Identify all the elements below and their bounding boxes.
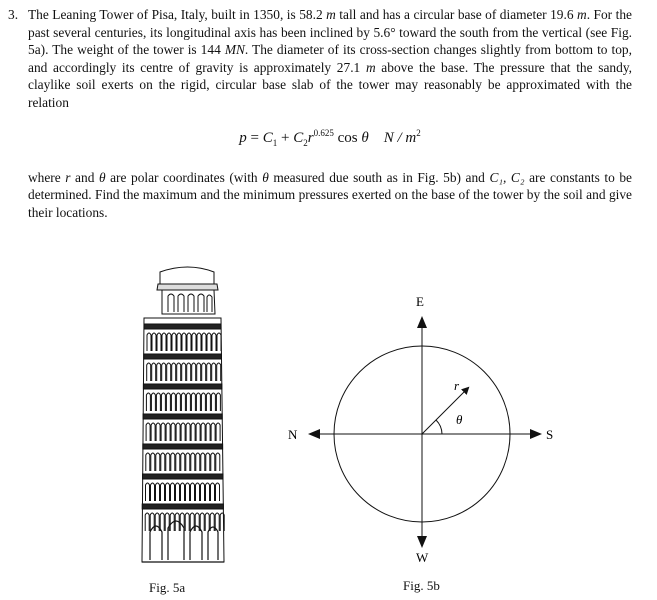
gallery-arch (171, 423, 175, 441)
gallery-arch (186, 393, 190, 411)
gallery-arch (206, 483, 210, 501)
label-south: S (546, 427, 554, 442)
gallery-arch (197, 333, 201, 351)
gallery-arch (192, 363, 196, 381)
gallery-arch (166, 453, 170, 471)
gallery-arch (182, 333, 186, 351)
east-arrow-icon (417, 316, 427, 328)
south-arrow-icon (530, 429, 542, 439)
gallery-arch (207, 333, 211, 351)
gallery-arch (171, 393, 175, 411)
gallery-arch (172, 363, 176, 381)
gallery-arch (201, 393, 205, 411)
polar-coordinate-figure (286, 292, 576, 572)
gallery-arch (205, 513, 209, 531)
gallery-arch (217, 333, 221, 351)
gallery-arch (201, 483, 205, 501)
gallery-arch (191, 393, 195, 411)
north-arrow-icon (308, 429, 320, 439)
gallery-cornice (144, 324, 221, 329)
gallery-arch (211, 423, 215, 441)
west-arrow-icon (417, 536, 427, 548)
gallery-arch (151, 393, 155, 411)
gallery-arch (216, 483, 220, 501)
problem-paragraph-1: The Leaning Tower of Pisa, Italy, built in 1350, is 58.2 m tall and has a circular base of diameter 19.6 m. For the past several centuries, its longitudinal axis has been inclined by 5.6° toward the south from the vertical (see Fig. 5a). The weight of the tower is 144 MN. The diameter of its cross-section changes slightly from bottom to top, and accordingly its centre of gravity is approximately 27.1 m above the base. The pressure that the sandy, claylike soil exerts on the rigid, circular base slab of the tower may reasonably be approximated with the relation (28, 7, 632, 110)
pressure-equation: $p = C_1 + C_2r^{0.625}$ cos θ N / $m^2$ (239, 128, 421, 148)
gallery-arch (201, 423, 205, 441)
gallery-arch (161, 453, 165, 471)
tower-galleries (142, 324, 224, 531)
gallery-arch (196, 393, 200, 411)
gallery-arch (206, 393, 210, 411)
gallery-arch (217, 363, 221, 381)
gallery-arch (171, 483, 175, 501)
gallery-arch (186, 483, 190, 501)
gallery-arch (181, 453, 185, 471)
gallery-arch (172, 333, 176, 351)
fig-5a-caption: Fig. 5a (149, 580, 186, 595)
gallery-arch (206, 423, 210, 441)
gallery-arch (157, 363, 161, 381)
gallery-arch (161, 393, 165, 411)
gallery-arch (216, 393, 220, 411)
gallery-arch (186, 453, 190, 471)
gallery-arch (207, 363, 211, 381)
gallery-arch (197, 363, 201, 381)
problem-number: 3. (8, 7, 19, 22)
gallery-arch (182, 363, 186, 381)
gallery-arch (147, 333, 151, 351)
leaning-tower-figure (118, 262, 248, 572)
gallery-arch (211, 393, 215, 411)
gallery-arch (212, 333, 216, 351)
gallery-arch (186, 423, 190, 441)
gallery-arch (201, 453, 205, 471)
label-west: W (416, 550, 429, 565)
gallery-arch (196, 453, 200, 471)
gallery-arch (155, 513, 159, 531)
gallery-arch (176, 423, 180, 441)
gallery-arch (146, 483, 150, 501)
gallery-cornice (142, 504, 223, 509)
gallery-arch (216, 423, 220, 441)
gallery-arch (161, 423, 165, 441)
fig-5b-caption: Fig. 5b (403, 578, 440, 593)
gallery-arch (166, 423, 170, 441)
gallery-arch (185, 513, 189, 531)
gallery-arch (187, 363, 191, 381)
gallery-arch (152, 363, 156, 381)
gallery-arch (192, 333, 196, 351)
gallery-cornice (143, 474, 224, 479)
problem-paragraph-2: where r and θ are polar coordinates (with θ measured due south as in Fig. 5b) and C₁, C₂ are constants to be determined. Find the maximum and the minimum pressures exerted on the base of the tower by the soil and give their locations. (28, 169, 633, 220)
gallery-arch (191, 453, 195, 471)
gallery-arch (156, 453, 160, 471)
gallery-arch (212, 363, 216, 381)
gallery-arch (156, 483, 160, 501)
gallery-cornice (143, 444, 223, 449)
gallery-arch (160, 513, 164, 531)
label-theta: θ (456, 412, 463, 427)
gallery-arch (211, 483, 215, 501)
gallery-arch (156, 393, 160, 411)
gallery-arch (151, 483, 155, 501)
gallery-arch (196, 423, 200, 441)
gallery-arch (166, 483, 170, 501)
gallery-arch (156, 423, 160, 441)
gallery-arch (206, 453, 210, 471)
gallery-cornice (143, 384, 221, 389)
gallery-arch (145, 513, 149, 531)
gallery-arch (200, 513, 204, 531)
theta-arc (436, 420, 442, 434)
label-r: r (454, 378, 460, 393)
gallery-arch (191, 483, 195, 501)
gallery-arch (191, 423, 195, 441)
gallery-arch (216, 453, 220, 471)
gallery-arch (151, 423, 155, 441)
gallery-arch (167, 333, 171, 351)
gallery-cornice (143, 414, 222, 419)
gallery-arch (202, 333, 206, 351)
gallery-arch (151, 453, 155, 471)
gallery-arch (166, 393, 170, 411)
problem-3 (8, 6, 632, 221)
gallery-arch (211, 453, 215, 471)
gallery-arch (161, 483, 165, 501)
gallery-arch (202, 363, 206, 381)
gallery-arch (181, 483, 185, 501)
gallery-arch (181, 393, 185, 411)
gallery-arch (146, 393, 150, 411)
gallery-arch (157, 333, 161, 351)
gallery-arch (167, 363, 171, 381)
gallery-cornice (144, 354, 222, 359)
gallery-arch (177, 333, 181, 351)
gallery-arch (146, 453, 150, 471)
gallery-arch (176, 483, 180, 501)
gallery-arch (147, 363, 151, 381)
gallery-arch (152, 333, 156, 351)
gallery-arch (176, 393, 180, 411)
gallery-arch (171, 453, 175, 471)
gallery-arch (176, 453, 180, 471)
gallery-arch (187, 333, 191, 351)
gallery-arch (181, 423, 185, 441)
gallery-arch (195, 513, 199, 531)
label-east: E (416, 294, 424, 309)
gallery-arch (162, 333, 166, 351)
radius-vector (422, 388, 468, 434)
label-north: N (288, 427, 298, 442)
gallery-arch (177, 363, 181, 381)
gallery-arch (146, 423, 150, 441)
gallery-arch (162, 363, 166, 381)
gallery-arch (196, 483, 200, 501)
